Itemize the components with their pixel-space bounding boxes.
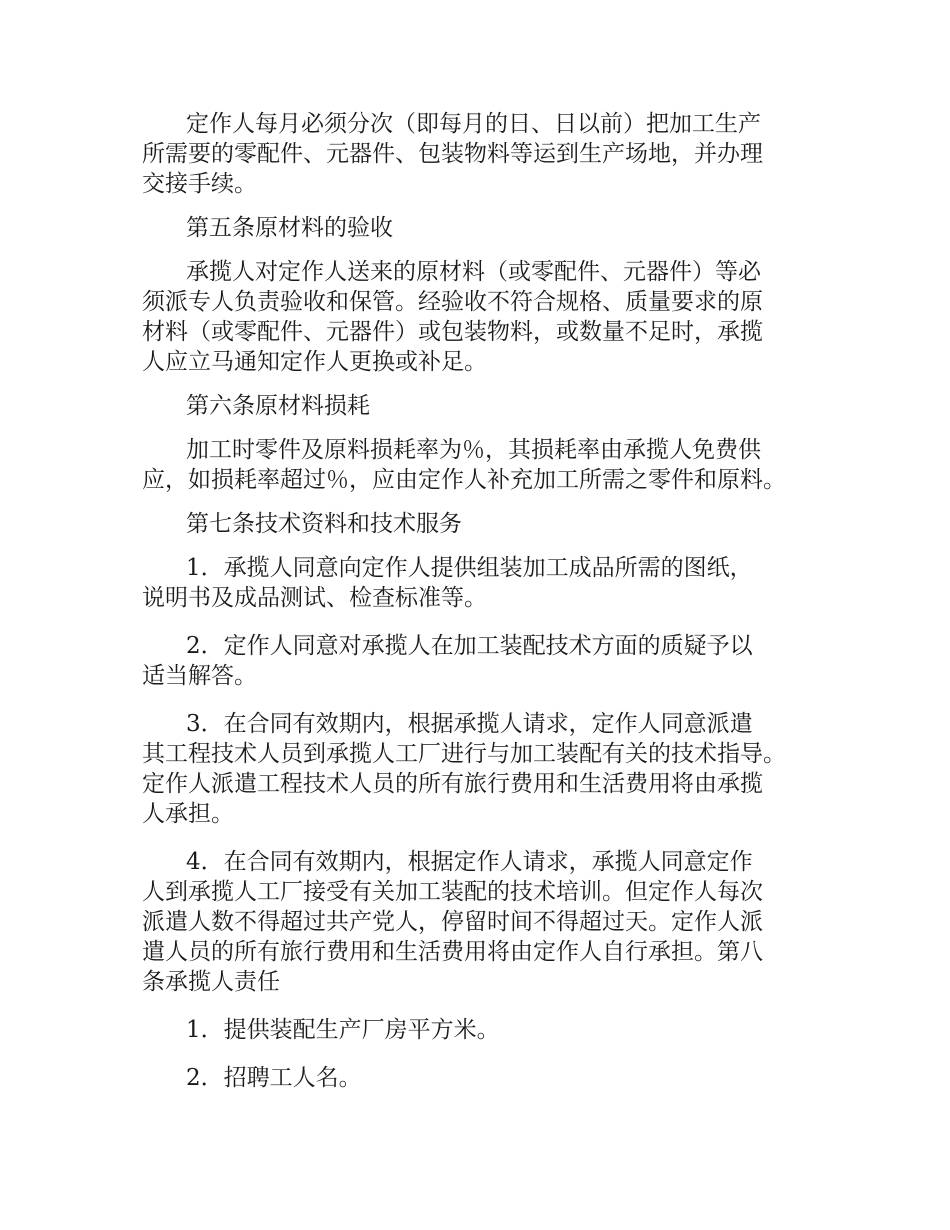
- text-line: 2．招聘工人名。: [186, 1065, 362, 1091]
- text-line: 人承担。: [142, 801, 234, 827]
- clause-7-3: [142, 709, 822, 829]
- text-line: 须派专人负责验收和保管。经验收不符合规格、质量要求的原: [142, 289, 763, 315]
- section-heading-article-7: [142, 509, 822, 539]
- text-line: 遣人员的所有旅行费用和生活费用将由定作人自行承担。第八: [142, 939, 763, 965]
- clause-8-2: [142, 1063, 822, 1093]
- text-line: 应，如损耗率超过％，应由定作人补充加工所需之零件和原料。: [142, 467, 786, 493]
- paragraph-material-loss: [142, 435, 822, 495]
- text-line: 其工程技术人员到承揽人工厂进行与加工装配有关的技术指导。: [142, 741, 786, 767]
- text-line: 说明书及成品测试、检查标准等。: [142, 585, 487, 611]
- text-line: 4．在合同有效期内，根据定作人请求，承揽人同意定作: [186, 849, 753, 875]
- text-line: 适当解答。: [142, 663, 257, 689]
- text-line: 承揽人对定作人送来的原材料（或零配件、元器件）等必: [186, 259, 761, 285]
- text-line: 1．承揽人同意向定作人提供组装加工成品所需的图纸，: [186, 555, 753, 581]
- clause-7-2: [142, 631, 822, 691]
- text-line: 材料（或零配件、元器件）或包装物料，或数量不足时，承揽: [142, 319, 763, 345]
- text-line: 2．定作人同意对承揽人在加工装配技术方面的质疑予以: [186, 633, 753, 659]
- paragraph-material-inspection: [142, 257, 822, 377]
- text-line: 派遣人数不得超过共产党人，停留时间不得超过天。定作人派: [142, 909, 763, 935]
- clause-8-1: [142, 1015, 822, 1045]
- text-line: 1．提供装配生产厂房平方米。: [186, 1017, 500, 1043]
- document-body: [142, 109, 822, 1107]
- text-line: 所需要的零配件、元器件、包装物料等运到生产场地，并办理: [142, 141, 763, 167]
- heading-text: 第七条技术资料和技术服务: [186, 511, 462, 537]
- text-line: 定作人每月必须分次（即每月的日、日以前）把加工生产: [186, 111, 761, 137]
- text-line: 定作人派遣工程技术人员的所有旅行费用和生活费用将由承揽: [142, 771, 763, 797]
- text-line: 人应立马通知定作人更换或补足。: [142, 349, 487, 375]
- section-heading-article-6: [142, 391, 822, 421]
- section-heading-article-5: [142, 213, 822, 243]
- heading-text: 第六条原材料损耗: [186, 393, 370, 419]
- text-line: 3．在合同有效期内，根据承揽人请求，定作人同意派遣: [186, 711, 753, 737]
- text-line: 交接手续。: [142, 171, 257, 197]
- text-line: 条承揽人责任: [142, 969, 280, 995]
- paragraph-delivery-schedule: [142, 109, 822, 199]
- heading-text: 第五条原材料的验收: [186, 215, 393, 241]
- clause-7-1: [142, 553, 822, 613]
- text-line: 人到承揽人工厂接受有关加工装配的技术培训。但定作人每次: [142, 879, 763, 905]
- clause-7-4: [142, 847, 822, 997]
- text-line: 加工时零件及原料损耗率为％，其损耗率由承揽人免费供: [186, 437, 761, 463]
